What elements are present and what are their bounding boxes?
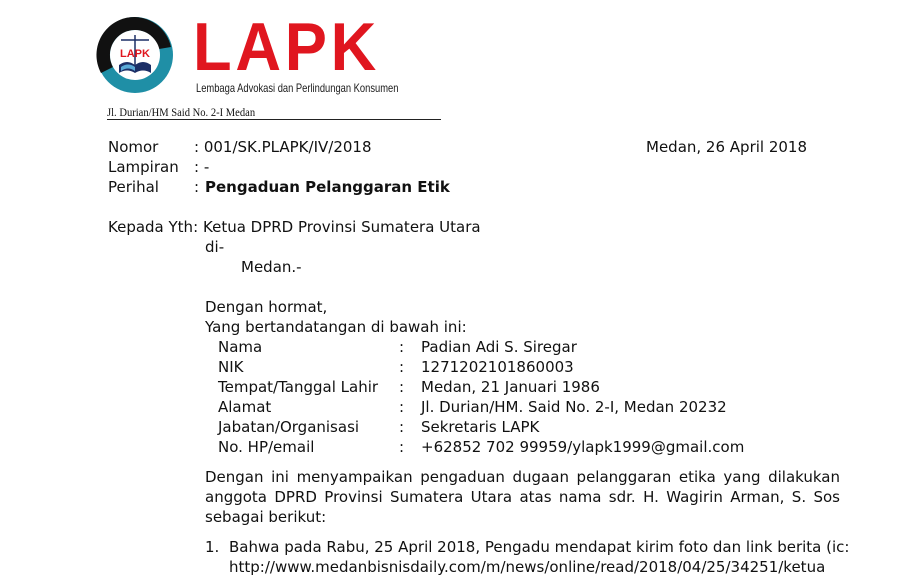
identity-value: Medan, 21 Januari 1986 <box>421 378 600 396</box>
identity-colon: : <box>399 418 405 436</box>
letterhead-divider <box>107 119 441 120</box>
identity-value: +62852 702 99959/ylapk1999@gmail.com <box>421 438 745 456</box>
complaint-paragraph <box>205 467 840 527</box>
identity-label: NIK <box>218 358 244 376</box>
brand-tagline: Lembaga Advokasi dan Perlindungan Konsumen <box>196 81 399 95</box>
perihal-value: Pengaduan Pelanggaran Etik <box>205 178 450 196</box>
list-item-line: Bahwa pada Rabu, 25 April 2018, Pengadu mendapat kirim foto dan link berita (ic: <box>229 538 850 556</box>
paragraph-line: anggota DPRD Provinsi Sumatera Utara atas nama sdr. H. Wagirin Arman, S. Sos <box>205 488 840 506</box>
greeting: Dengan hormat, <box>205 298 328 316</box>
brand-logotype: LAPK <box>193 9 381 85</box>
lapk-emblem-icon <box>95 15 175 95</box>
paragraph-line: Dengan ini menyampaikan pengaduan dugaan pelanggaran etika yang dilakukan <box>205 468 840 486</box>
perihal-colon: : <box>194 178 200 196</box>
place-date: Medan, 26 April 2018 <box>646 138 808 156</box>
list-number: 1. <box>205 538 220 556</box>
identity-value: Padian Adi S. Siregar <box>421 338 577 356</box>
recipient-prefix: Kepada Yth: <box>108 218 199 236</box>
identity-label: Tempat/Tanggal Lahir <box>218 378 379 396</box>
identity-value: Jl. Durian/HM. Said No. 2-I, Medan 20232 <box>421 398 727 416</box>
identity-colon: : <box>399 358 405 376</box>
recipient-city: Medan.- <box>241 258 302 276</box>
recipient-di: di- <box>205 238 225 256</box>
list-item-link: http://www.medanbisnisdaily.com/m/news/online/read/2018/04/25/34251/ketua <box>229 558 826 576</box>
identity-value: 1271202101860003 <box>421 358 574 376</box>
nomor-label: Nomor <box>108 138 159 156</box>
recipient-name: Ketua DPRD Provinsi Sumatera Utara <box>203 218 481 236</box>
list-item <box>229 537 850 577</box>
lampiran-value: : - <box>194 158 210 176</box>
identity-colon: : <box>399 338 405 356</box>
identity-label: Jabatan/Organisasi <box>218 418 360 436</box>
nomor-value: : 001/SK.PLAPK/IV/2018 <box>194 138 372 156</box>
intro-line: Yang bertandatangan di bawah ini: <box>205 318 467 336</box>
identity-label: No. HP/email <box>218 438 315 456</box>
letterhead-address: Jl. Durian/HM Said No. 2-I Medan <box>107 105 256 119</box>
identity-label: Alamat <box>218 398 272 416</box>
perihal-label: Perihal <box>108 178 159 196</box>
paragraph-line: sebagai berikut: <box>205 508 327 526</box>
identity-label: Nama <box>218 338 263 356</box>
identity-colon: : <box>399 438 405 456</box>
identity-value: Sekretaris LAPK <box>421 418 540 436</box>
lampiran-label: Lampiran <box>108 158 179 176</box>
identity-colon: : <box>399 378 405 396</box>
svg-text:LAPK: LAPK <box>120 48 150 60</box>
identity-colon: : <box>399 398 405 416</box>
